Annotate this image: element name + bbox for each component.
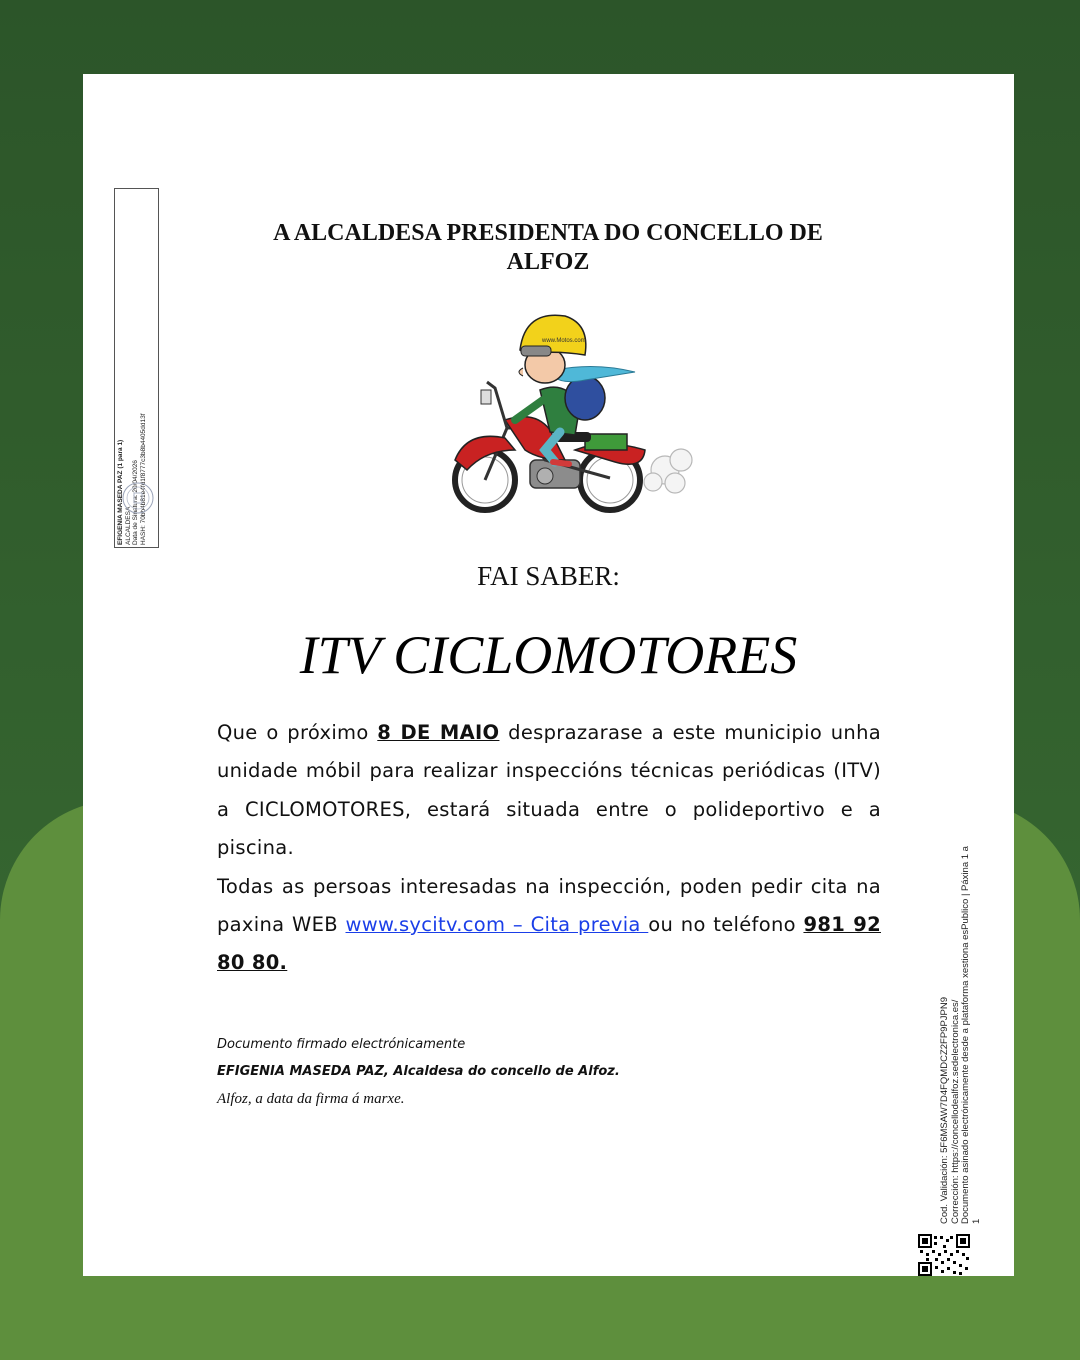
validation-note: Documento asinado electrónicamente desde a plataforma xestiona esPublico | Páxina 1 a 1: [960, 846, 982, 1224]
seal-icon: [121, 481, 155, 515]
stamp-hash: HASH: 70bb4b81e4fd1f8777c3b8b4405dd13f: [139, 413, 147, 545]
helmet-text: www.Motos.com: [542, 338, 586, 344]
signer-name: EFIGENIA MASEDA PAZ: [217, 1064, 384, 1079]
qr-code-icon: [918, 1234, 970, 1276]
signature-line-3: Alfoz, a data da firma á marxe.: [217, 1091, 405, 1107]
notice-body: [217, 714, 881, 983]
event-date: 8 DE MAIO: [377, 721, 500, 744]
booking-link[interactable]: www.sycitv.com – Cita previa: [345, 913, 649, 937]
phone-number: 981 92 80 80.: [217, 913, 881, 975]
fai-saber: FAI SABER:: [477, 561, 620, 591]
signature-block: [217, 1037, 717, 1108]
page-title: A ALCALDESA PRESIDENTA DO CONCELLO DE ALFOZ: [273, 220, 823, 275]
stamp-role: ALCALDESA: [124, 506, 132, 545]
validation-code: Cod. Validación: 5F6MSAW7D4FQMDCZ2FP9PJPN9: [939, 996, 950, 1224]
validation-url: Corrección: https://concellodealfoz.sedelectronica.es/: [949, 999, 961, 1224]
signature-line-2: [217, 1064, 717, 1079]
headline: ITV CICLOMOTORES: [299, 625, 798, 685]
paragraph-1: Que o próximo 8 DE MAIO desprazarase a este municipio unha unidade móbil para realizar inspeccións técnicas periódicas (ITV) a CICLOMOTORES, estará situada entre o polideportivo e a piscina.: [217, 721, 882, 860]
document-page: [83, 74, 1014, 1276]
signature-stamp: [114, 188, 159, 548]
validation-text: [939, 844, 982, 1224]
signature-line-1: Documento firmado electrónicamente: [217, 1037, 466, 1052]
moped-rider-illustration: [445, 310, 695, 515]
stamp-signer: EFIGENIA MASEDA PAZ (1 para 1): [117, 439, 124, 545]
stamp-date: Data de Sinatura: 20/04/2026: [132, 460, 139, 545]
paragraph-2: Todas as persoas interesadas na inspección, poden pedir cita na paxina WEB www.sycitv.com – Cita previa ou no teléfono 981 92 80 80.: [217, 874, 881, 975]
signer-role: , Alcaldesa do concello de Alfoz.: [383, 1064, 620, 1079]
